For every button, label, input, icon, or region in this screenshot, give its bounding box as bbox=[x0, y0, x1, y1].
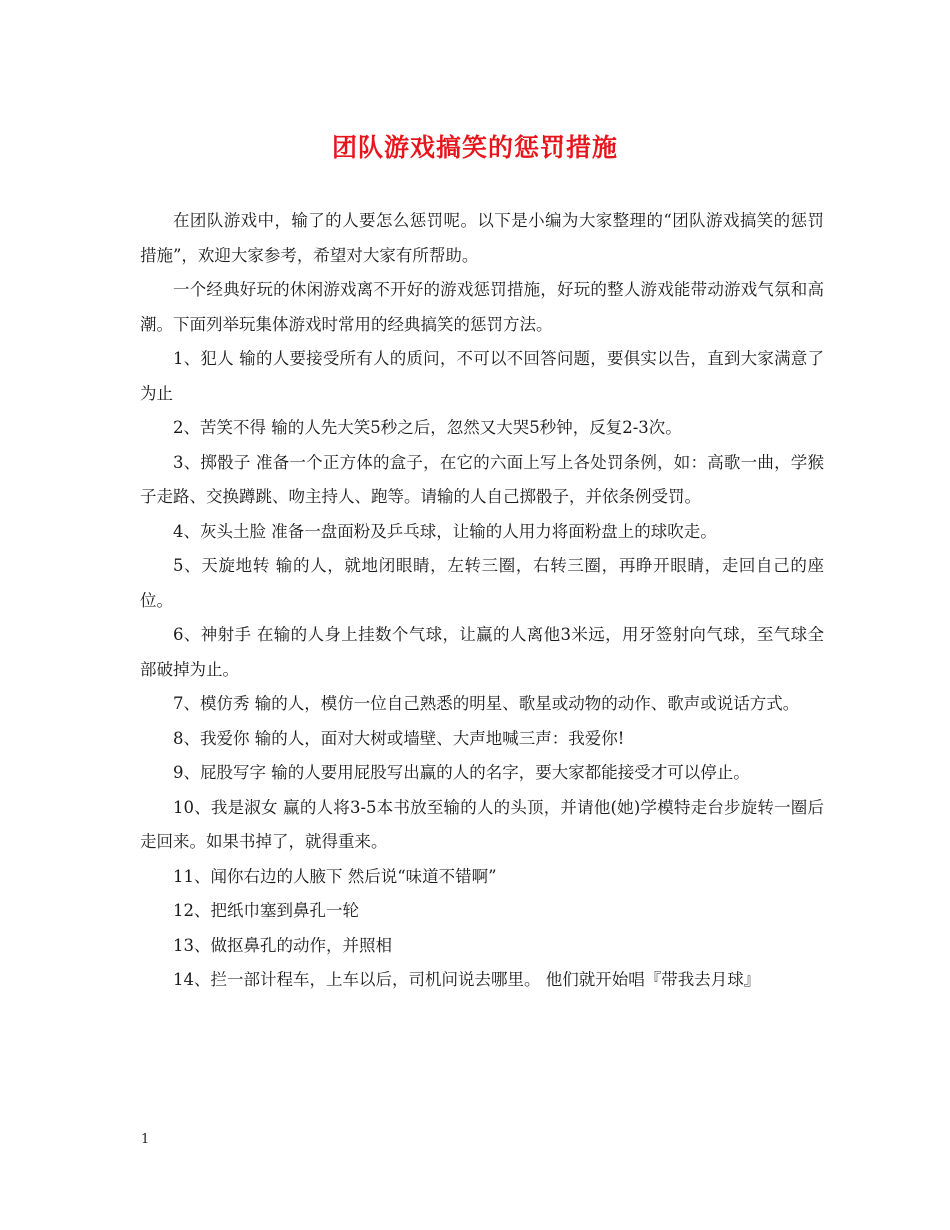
list-item: 8、我爱你 输的人，面对大树或墙壁、大声地喊三声：我爱你! bbox=[173, 728, 625, 748]
list-item: 10、我是淑女 赢的人将3-5本书放至输的人的头顶，并请他(她)学模特走台步旋转一圈后走回来。如果书掉了，就得重来。 bbox=[140, 797, 824, 851]
page-number: 1 bbox=[141, 1132, 150, 1147]
list-item: 5、天旋地转 输的人，就地闭眼睛，左转三圈，右转三圈，再睁开眼睛，走回自己的座位。 bbox=[140, 556, 824, 610]
intro-paragraph: 在团队游戏中，输了的人要怎么惩罚呢。以下是小编为大家整理的“团队游戏搞笑的惩罚措施”，欢迎大家参考，希望对大家有所帮助。 bbox=[140, 211, 824, 265]
list-item: 14、拦一部计程车，上车以后，司机问说去哪里。 他们就开始唱『带我去月球』 bbox=[173, 970, 761, 989]
intro-paragraph: 一个经典好玩的休闲游戏离不开好的游戏惩罚措施，好玩的整人游戏能带动游戏气氛和高潮。下面列举玩集体游戏时常用的经典搞笑的惩罚方法。 bbox=[140, 280, 824, 334]
document-body bbox=[140, 204, 824, 998]
list-item: 6、神射手 在输的人身上挂数个气球，让赢的人离他3米远，用牙签射向气球，至气球全部破掉为止。 bbox=[140, 625, 824, 679]
document-title: 团队游戏搞笑的惩罚措施 bbox=[331, 133, 618, 162]
list-item: 11、闻你右边的人腋下 然后说“味道不错啊” bbox=[173, 866, 497, 886]
list-item: 9、屁股写字 输的人要用屁股写出赢的人的名字，要大家都能接受才可以停止。 bbox=[173, 763, 750, 782]
list-item: 7、模仿秀 输的人，模仿一位自己熟悉的明星、歌星或动物的动作、歌声或说话方式。 bbox=[173, 694, 800, 713]
list-item: 13、做抠鼻孔的动作，并照相 bbox=[173, 935, 392, 955]
list-item: 4、灰头土脸 准备一盘面粉及乒乓球，让输的人用力将面粉盘上的球吹走。 bbox=[173, 521, 717, 541]
list-item: 3、掷骰子 准备一个正方体的盒子，在它的六面上写上各处罚条例，如：高歌一曲，学猴子走路、交换蹲跳、吻主持人、跑等。请输的人自己掷骰子，并依条例受罚。 bbox=[140, 452, 824, 506]
list-item: 1、犯人 输的人要接受所有人的质问，不可以不回答问题，要俱实以告，直到大家满意了为止 bbox=[140, 349, 824, 403]
list-item: 2、苦笑不得 输的人先大笑5秒之后，忽然又大哭5秒钟，反复2-3次。 bbox=[173, 418, 682, 437]
list-item: 12、把纸巾塞到鼻孔一轮 bbox=[173, 901, 359, 920]
